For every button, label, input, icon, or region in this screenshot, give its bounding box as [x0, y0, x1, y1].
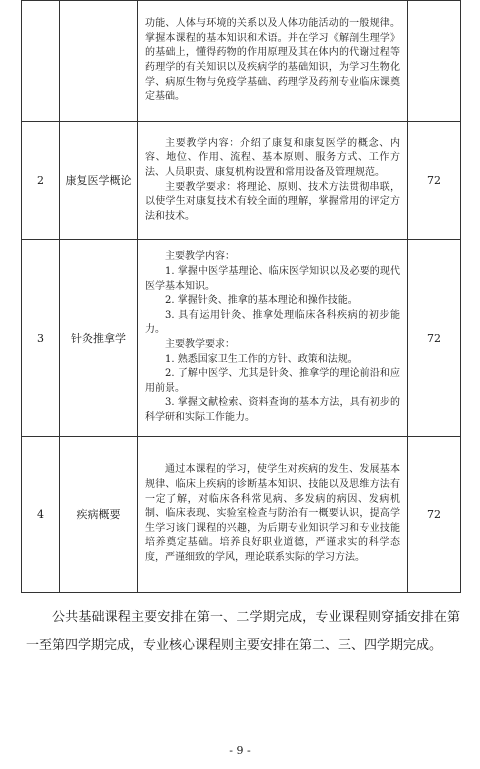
course-hours: 72	[408, 122, 461, 240]
course-name: 康复医学概论	[60, 122, 138, 240]
row-number: 4	[22, 437, 60, 593]
description-paragraph: 3. 具有运用针灸、推拿处理临床各科疾病的初步能力。	[145, 309, 400, 336]
course-description	[138, 240, 408, 437]
course-hours: 72	[408, 437, 461, 593]
course-name	[60, 1, 138, 122]
course-description	[138, 437, 408, 593]
row-number: 3	[22, 240, 60, 437]
description-paragraph: 主要教学要求：将理论、原则、技术方法贯彻串联，以使学生对康复技术有较全面的理解，掌握常用的评定方法和技术。	[145, 181, 400, 222]
course-name: 针灸推拿学	[60, 240, 138, 437]
description-paragraph: 1. 熟悉国家卫生工作的方针、政策和法规。	[165, 353, 358, 365]
description-paragraph: 功能、人体与环境的关系以及人体功能活动的一般规律。掌握本课程的基本知识和术语。并在学习《解剖生理学》的基础上，懂得药物的作用原理及其在体内的代谢过程等药理学的有关知识以及疾病学的基础知识，为学习生物化学、病原生物与免疫学基础、药理学及药剂专业临床课奠定基础。	[145, 18, 400, 103]
description-paragraph: 主要教学内容：	[165, 251, 235, 263]
description-paragraph: 2. 掌握针灸、推拿的基本理论和操作技能。	[165, 295, 358, 307]
course-description	[138, 122, 408, 240]
row-number	[22, 1, 60, 122]
description-paragraph: 3. 掌握文献检索、资料查询的基本方法，具有初步的科学研和实际工作能力。	[145, 397, 400, 423]
body-paragraph: 公共基础课程主要安排在第一、二学期完成，专业课程则穿插安排在第一至第四学期完成，专业核心课程则主要安排在第二、三、四学期完成。	[26, 610, 460, 653]
course-hours: 72	[408, 240, 461, 437]
course-description	[138, 1, 408, 122]
row-number: 2	[22, 122, 60, 240]
description-paragraph: 主要教学内容：介绍了康复和康复医学的概念、内容、地位、作用、流程、基本原则、服务方式、工作方法、人员职责、康复机构设置和常用设备及管理规范。	[145, 137, 400, 178]
table-row	[22, 1, 461, 122]
description-paragraph: 2. 了解中医学、尤其是针灸、推拿学的理论前沿和应用前景。	[145, 368, 400, 394]
course-table	[21, 0, 461, 593]
table-row	[22, 437, 461, 593]
description-paragraph: 通过本课程的学习，使学生对疾病的发生、发展基本规律、临床上疾病的诊断基本知识、技能以及思维方法有一定了解，对临床各科常见病、多发病的病因、发病机制、临床表现、实验室检查与防治有一概要认识，提高学生学习该门课程的兴趣，为后期专业知识学习和专业技能培养奠定基础。培养良好职业道德，严谨求实的科学态度，严谨细致的学风，理论联系实际的学习方法。	[145, 464, 400, 563]
description-paragraph: 主要教学要求：	[165, 339, 235, 350]
course-hours	[408, 1, 461, 122]
page-number: - 9 -	[229, 744, 251, 757]
table-row	[22, 122, 461, 240]
course-name: 疾病概要	[60, 437, 138, 593]
table-row	[22, 240, 461, 437]
description-paragraph: 1. 掌握中医学基理论、临床医学知识以及必要的现代医学基本知识。	[145, 266, 400, 292]
